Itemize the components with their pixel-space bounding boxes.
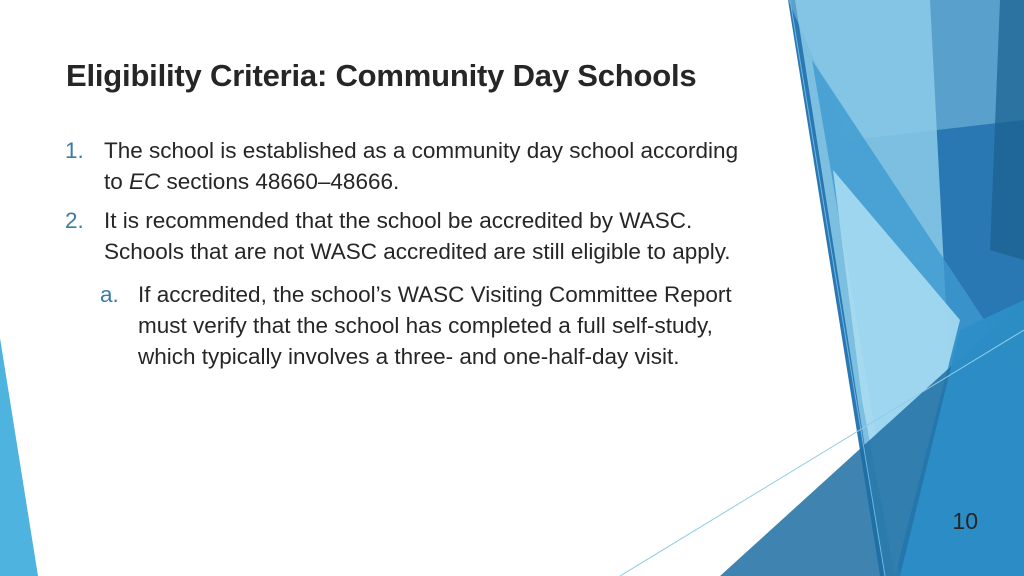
sub-list-item-a <box>100 279 732 372</box>
list-item-1-line-2 <box>104 166 738 197</box>
list-marker-1: 1. <box>65 138 84 163</box>
list-item-1 <box>65 135 739 197</box>
page-number: 10 <box>952 508 978 534</box>
sub-item-line-3: which typically involves a three- and one-half-day visit. <box>138 344 680 369</box>
slide-title: Eligibility Criteria: Community Day Schools <box>66 58 697 93</box>
ec-emphasis: EC <box>129 169 161 194</box>
list-item-2-line-2: Schools that are not WASC accredited are still eligible to apply. <box>104 239 731 264</box>
list-item-2-line-1: It is recommended that the school be accredited by WASC. <box>104 208 693 233</box>
list-item-1-line-1: The school is established as a community day school according <box>104 138 739 163</box>
list-item-1-suffix: sections 48660–48666. <box>160 169 400 194</box>
sub-item-line-2: must verify that the school has completed a full self-study, <box>138 313 713 338</box>
sub-item-line-1: If accredited, the school’s WASC Visiting Committee Report <box>138 282 732 307</box>
left-accent-triangle <box>0 338 38 576</box>
list-item-2 <box>65 205 731 267</box>
sub-list-marker-a: a. <box>100 282 119 307</box>
list-marker-2: 2. <box>65 208 84 233</box>
list-item-1-prefix: to <box>104 169 130 194</box>
